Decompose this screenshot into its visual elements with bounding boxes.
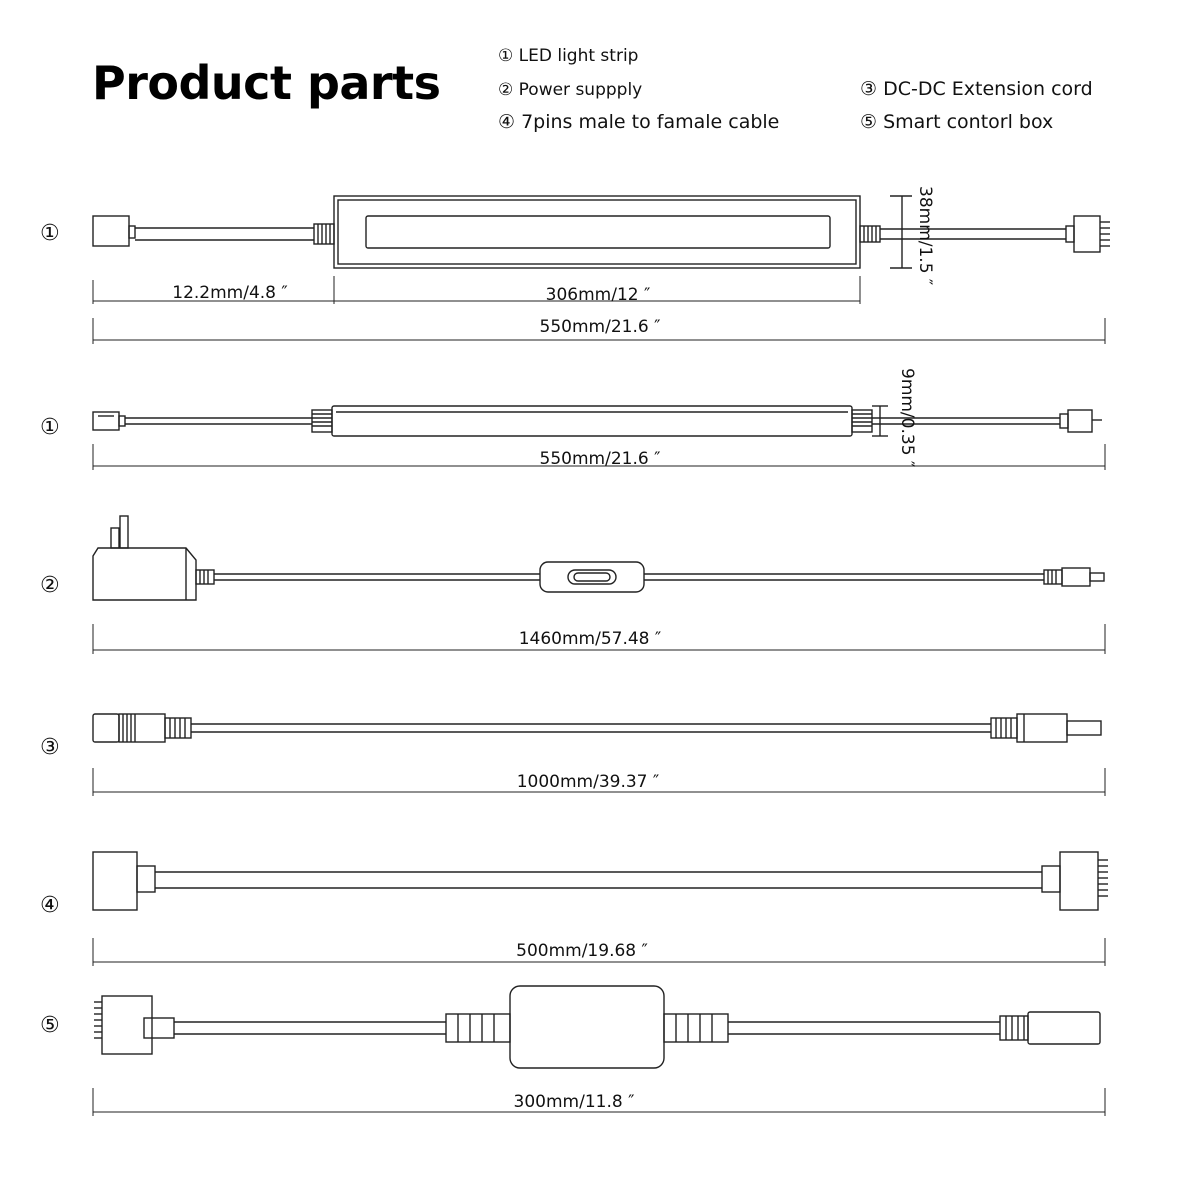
power-adapter-body	[93, 548, 196, 600]
female-7pin-connector	[93, 852, 137, 910]
strip-housing	[334, 196, 860, 268]
legend-power-supply: ② Power suppply	[498, 80, 643, 100]
power-supply-length-label: 1460mm/57.48 ″	[518, 629, 662, 649]
side-right-strain-relief	[852, 410, 872, 432]
strip-thickness-label: 9mm/0.35 ″	[897, 368, 917, 468]
strip-height-dimension-line	[890, 196, 912, 268]
strip-thickness-dimension-line	[872, 406, 888, 436]
box-dc-female-connector	[1000, 1012, 1100, 1044]
switch-button	[568, 570, 616, 584]
row-marker-4: ④	[40, 893, 60, 918]
strip-total-length-label: 550mm/21.6 ″	[539, 317, 661, 337]
strip-height-label: 38mm/1.5 ″	[915, 186, 935, 286]
row-marker-1: ①	[40, 221, 60, 246]
led-strip-front-view	[93, 196, 1110, 268]
control-box-length-label: 300mm/11.8 ″	[513, 1092, 635, 1112]
side-right-connector	[1068, 410, 1092, 432]
box-right-strain-relief	[664, 1014, 728, 1042]
row-marker-1-side: ①	[40, 415, 60, 440]
row-marker-5: ⑤	[40, 1013, 60, 1038]
row-marker-2: ②	[40, 573, 60, 598]
extension-cord-drawing	[93, 714, 1101, 742]
dc-plug	[1044, 568, 1104, 586]
strip-cable-length-label: 12.2mm/4.8 ″	[172, 283, 288, 303]
legend-7pin-cable: ④ 7pins male to famale cable	[498, 111, 780, 133]
side-left-strain-relief	[312, 410, 332, 432]
adapter-strain-relief	[196, 570, 214, 584]
extension-cord-length-label: 1000mm/39.37 ″	[516, 772, 660, 792]
led-strip-side-view	[93, 406, 1102, 436]
pin-cable-drawing	[93, 852, 1108, 910]
male-7pin-connector	[1060, 852, 1098, 910]
inline-switch	[540, 562, 644, 592]
strip-lens	[366, 216, 830, 248]
side-housing	[332, 406, 852, 436]
control-box-drawing	[94, 986, 1100, 1068]
legend-led-light-strip: ① LED light strip	[498, 46, 639, 66]
control-box-body	[510, 986, 664, 1068]
strip-right-strain-relief	[860, 226, 880, 242]
legend-dc-extension-cord: ③ DC-DC Extension cord	[860, 78, 1093, 100]
box-left-strain-relief	[446, 1014, 510, 1042]
female-dc-connector	[93, 714, 191, 742]
side-left-connector	[93, 412, 119, 430]
strip-body-length-label: 306mm/12 ″	[545, 285, 651, 305]
page-title: Product parts	[92, 56, 441, 110]
row-marker-3: ③	[40, 735, 60, 760]
male-dc-connector	[991, 714, 1101, 742]
pin-cable-length-label: 500mm/19.68 ″	[516, 941, 648, 961]
strip-left-connector	[93, 216, 129, 246]
power-plug-prongs	[111, 516, 128, 548]
legend-smart-control-box: ⑤ Smart contorl box	[860, 111, 1054, 133]
strip-right-connector	[1074, 216, 1100, 252]
strip-left-strain-relief	[314, 224, 334, 244]
strip-side-length-label: 550mm/21.6 ″	[539, 449, 661, 469]
power-supply-drawing	[93, 516, 1104, 600]
